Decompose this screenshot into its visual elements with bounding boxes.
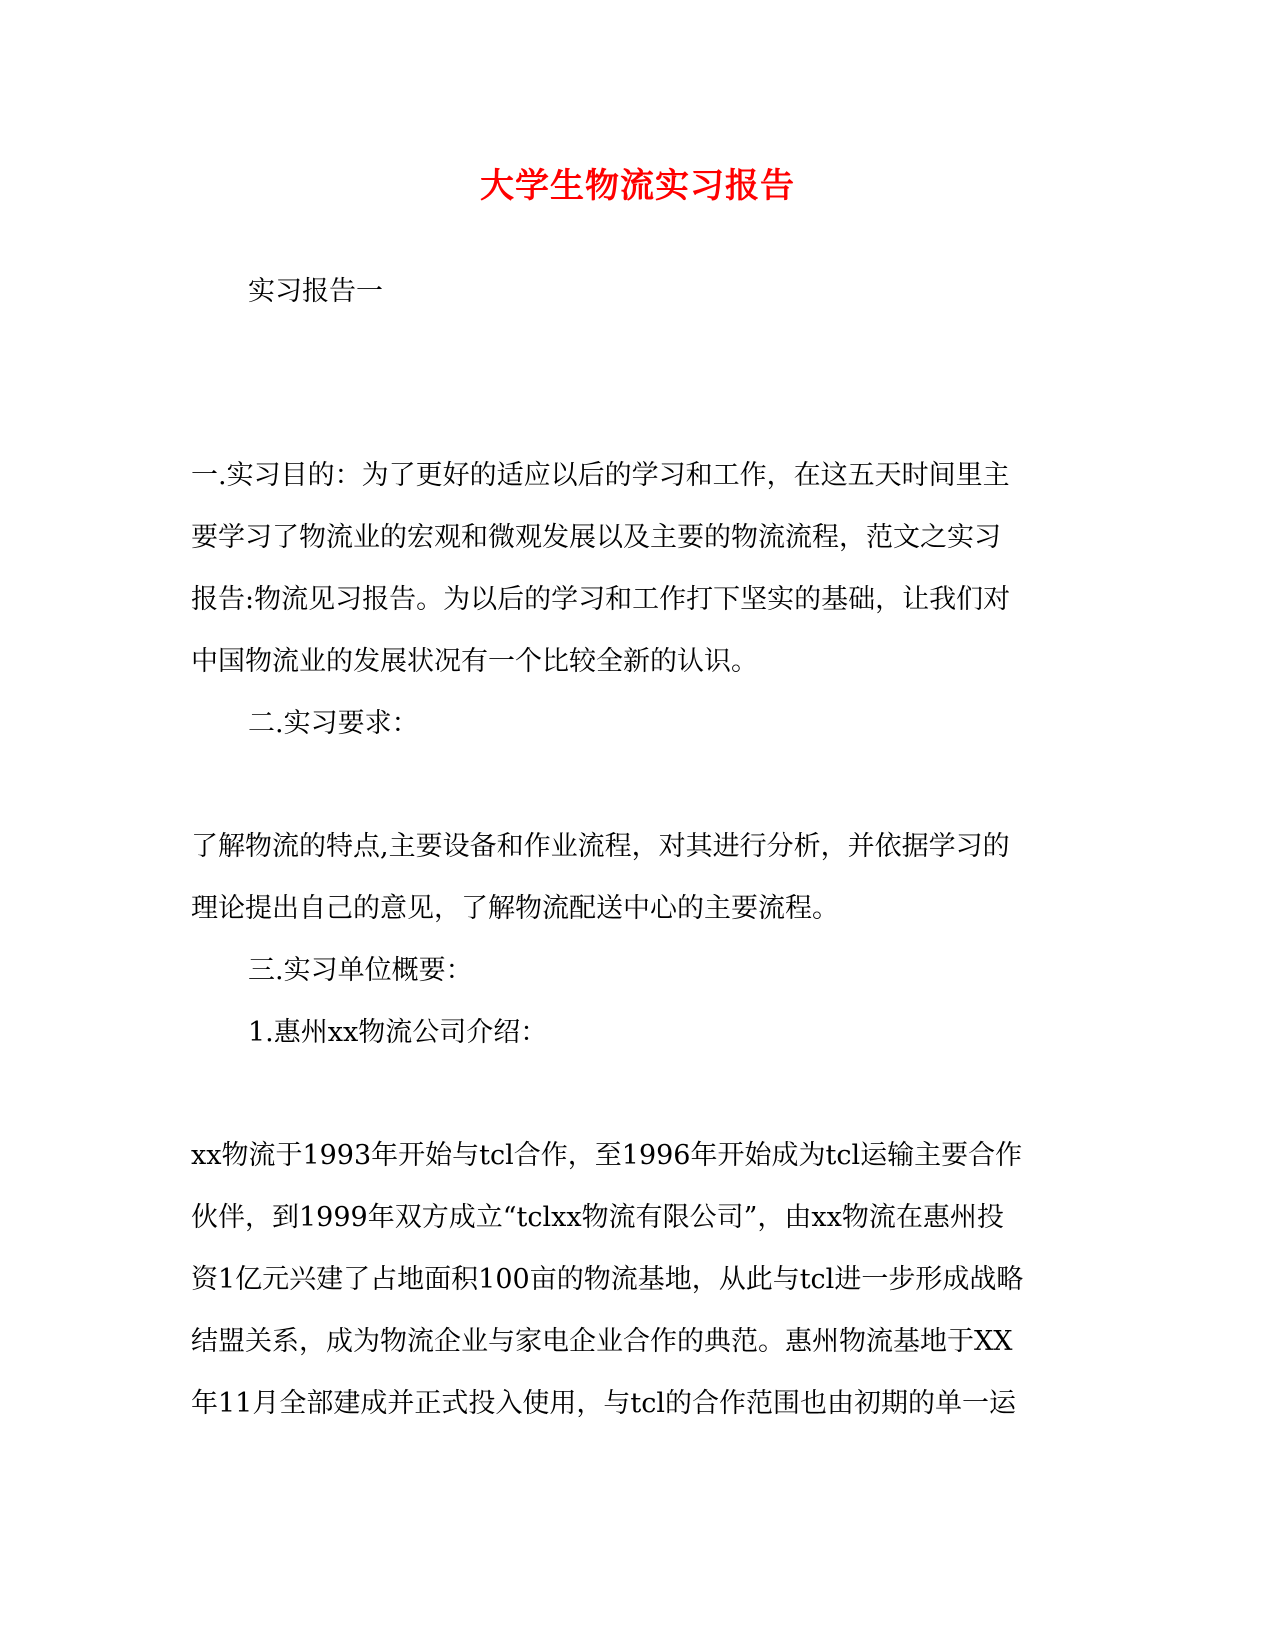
company-line-4: 结盟关系，成为物流企业与家电企业合作的典范。惠州物流基地于XX	[191, 1326, 1013, 1357]
purpose-line-2: 要学习了物流业的宏观和微观发展以及主要的物流流程，范文之实习	[191, 522, 1001, 553]
purpose-line-4: 中国物流业的发展状况有一个比较全新的认识。	[191, 646, 758, 677]
company-heading-text: 1.惠州xx物流公司介绍：	[248, 1017, 548, 1048]
unit-heading-text: 三.实习单位概要：	[248, 955, 473, 986]
company-line-3: 资1亿元兴建了占地面积100亩的物流基地，从此与tcl进一步形成战略	[191, 1264, 1024, 1295]
purpose-line-3: 报告:物流见习报告。为以后的学习和工作打下坚实的基础，让我们对	[191, 584, 1011, 615]
requirements-line-2: 理论提出自己的意见，了解物流配送中心的主要流程。	[191, 893, 839, 924]
company-line-1: xx物流于1993年开始与tcl合作，至1996年开始成为tcl运输主要合作	[191, 1140, 1023, 1171]
purpose-line-1: 一.实习目的：为了更好的适应以后的学习和工作，在这五天时间里主	[191, 460, 1010, 491]
requirements-line-1: 了解物流的特点,主要设备和作业流程，对其进行分析，并依据学习的	[191, 831, 1010, 862]
company-line-5: 年11月全部建成并正式投入使用，与tcl的合作范围也由初期的单一运	[191, 1388, 1016, 1419]
company-line-2: 伙伴，到1999年双方成立“tclxx物流有限公司”，由xx物流在惠州投	[191, 1202, 1004, 1233]
requirements-heading-text: 二.实习要求：	[248, 708, 419, 739]
section-heading-text: 实习报告一	[248, 276, 383, 307]
document-title: 大学生物流实习报告	[480, 166, 795, 206]
